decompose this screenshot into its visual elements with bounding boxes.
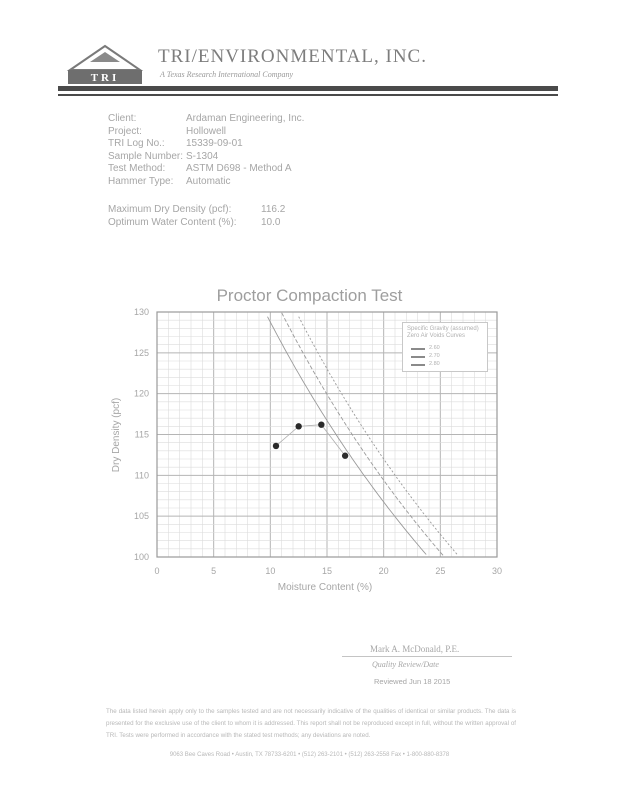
- info-label: Sample Number:: [108, 150, 184, 162]
- result-value: 116.2: [261, 204, 286, 215]
- x-axis-title: Moisture Content (%): [277, 582, 373, 593]
- x-tick-label: 10: [265, 566, 276, 576]
- y-tick-label: 100: [133, 552, 149, 562]
- y-axis-title: Dry Density (pcf): [111, 397, 122, 473]
- svg-text:TRI: TRI: [90, 72, 120, 84]
- data-point: [295, 423, 301, 429]
- legend-label: 2.60: [429, 345, 440, 351]
- info-value: 15339-09-01: [186, 138, 243, 150]
- review-date: Reviewed Jun 18 2015: [374, 677, 451, 686]
- y-tick-label: 130: [133, 307, 149, 317]
- data-point: [342, 453, 348, 459]
- y-tick-label: 105: [133, 511, 149, 522]
- info-label: Project:: [108, 125, 142, 137]
- result-label: Optimum Water Content (%):: [108, 216, 237, 228]
- x-tick-label: 5: [211, 566, 217, 576]
- info-value: Ardaman Engineering, Inc.: [186, 113, 305, 124]
- signature-line: [342, 656, 512, 657]
- legend-title: Specific Gravity (assumed): [407, 326, 479, 332]
- y-tick-label: 125: [133, 347, 149, 358]
- company-name: TRI/ENVIRONMENTAL, INC.: [158, 46, 427, 67]
- x-tick-label: 20: [378, 566, 389, 576]
- chart-title: Proctor Compaction Test: [216, 286, 403, 305]
- chart-legend: [402, 322, 488, 372]
- info-value: Hollowell: [186, 125, 227, 137]
- signer-title: Quality Review/Date: [372, 660, 439, 669]
- info-value: ASTM D698 - Method A: [186, 163, 292, 175]
- x-tick-label: 15: [321, 566, 333, 576]
- legend-subtitle: Zero Air Voids Curves: [407, 333, 466, 339]
- y-tick-label: 115: [134, 429, 149, 440]
- legend-swatch: [411, 364, 425, 366]
- data-point: [273, 443, 279, 449]
- signer-name: Mark A. McDonald, P.E.: [370, 644, 460, 654]
- y-tick-label: 110: [134, 470, 149, 481]
- legend-swatch: [411, 356, 425, 358]
- disclaimer-text: The data listed herein apply only to the samples tested and are not necessarily indicative of the qualities of identical or similar products. The data is presented for the exclusive use of the client to whom it is addressed. This report shall not be reproduced except in full, without the written approval of TRI. Tests were performed in accordance with the stated test methods; any deviations are noted.: [106, 708, 516, 739]
- footer-address: 9063 Bee Caves Road • Austin, TX 78733-6201 • (512) 263-2101 • (512) 263-2558 Fax • 1-800-880-8378: [169, 752, 450, 758]
- info-value: Automatic: [186, 175, 231, 187]
- info-label: TRI Log No.:: [108, 138, 165, 150]
- x-tick-label: 0: [154, 566, 160, 576]
- x-tick-label: 30: [491, 566, 503, 576]
- info-label: Client:: [108, 113, 137, 124]
- data-point: [318, 422, 324, 428]
- x-tick-label: 25: [435, 566, 446, 576]
- company-tagline: A Texas Research International Company: [160, 70, 294, 79]
- result-label: Maximum Dry Density (pcf):: [108, 204, 232, 215]
- y-tick-label: 120: [133, 388, 149, 399]
- legend-label: 2.70: [429, 353, 440, 359]
- info-value: S-1304: [186, 150, 219, 162]
- legend-swatch: [411, 348, 425, 350]
- legend-label: 2.80: [429, 361, 440, 367]
- result-value: 10.0: [261, 216, 281, 228]
- info-label: Test Method:: [108, 163, 166, 175]
- info-label: Hammer Type:: [108, 175, 174, 187]
